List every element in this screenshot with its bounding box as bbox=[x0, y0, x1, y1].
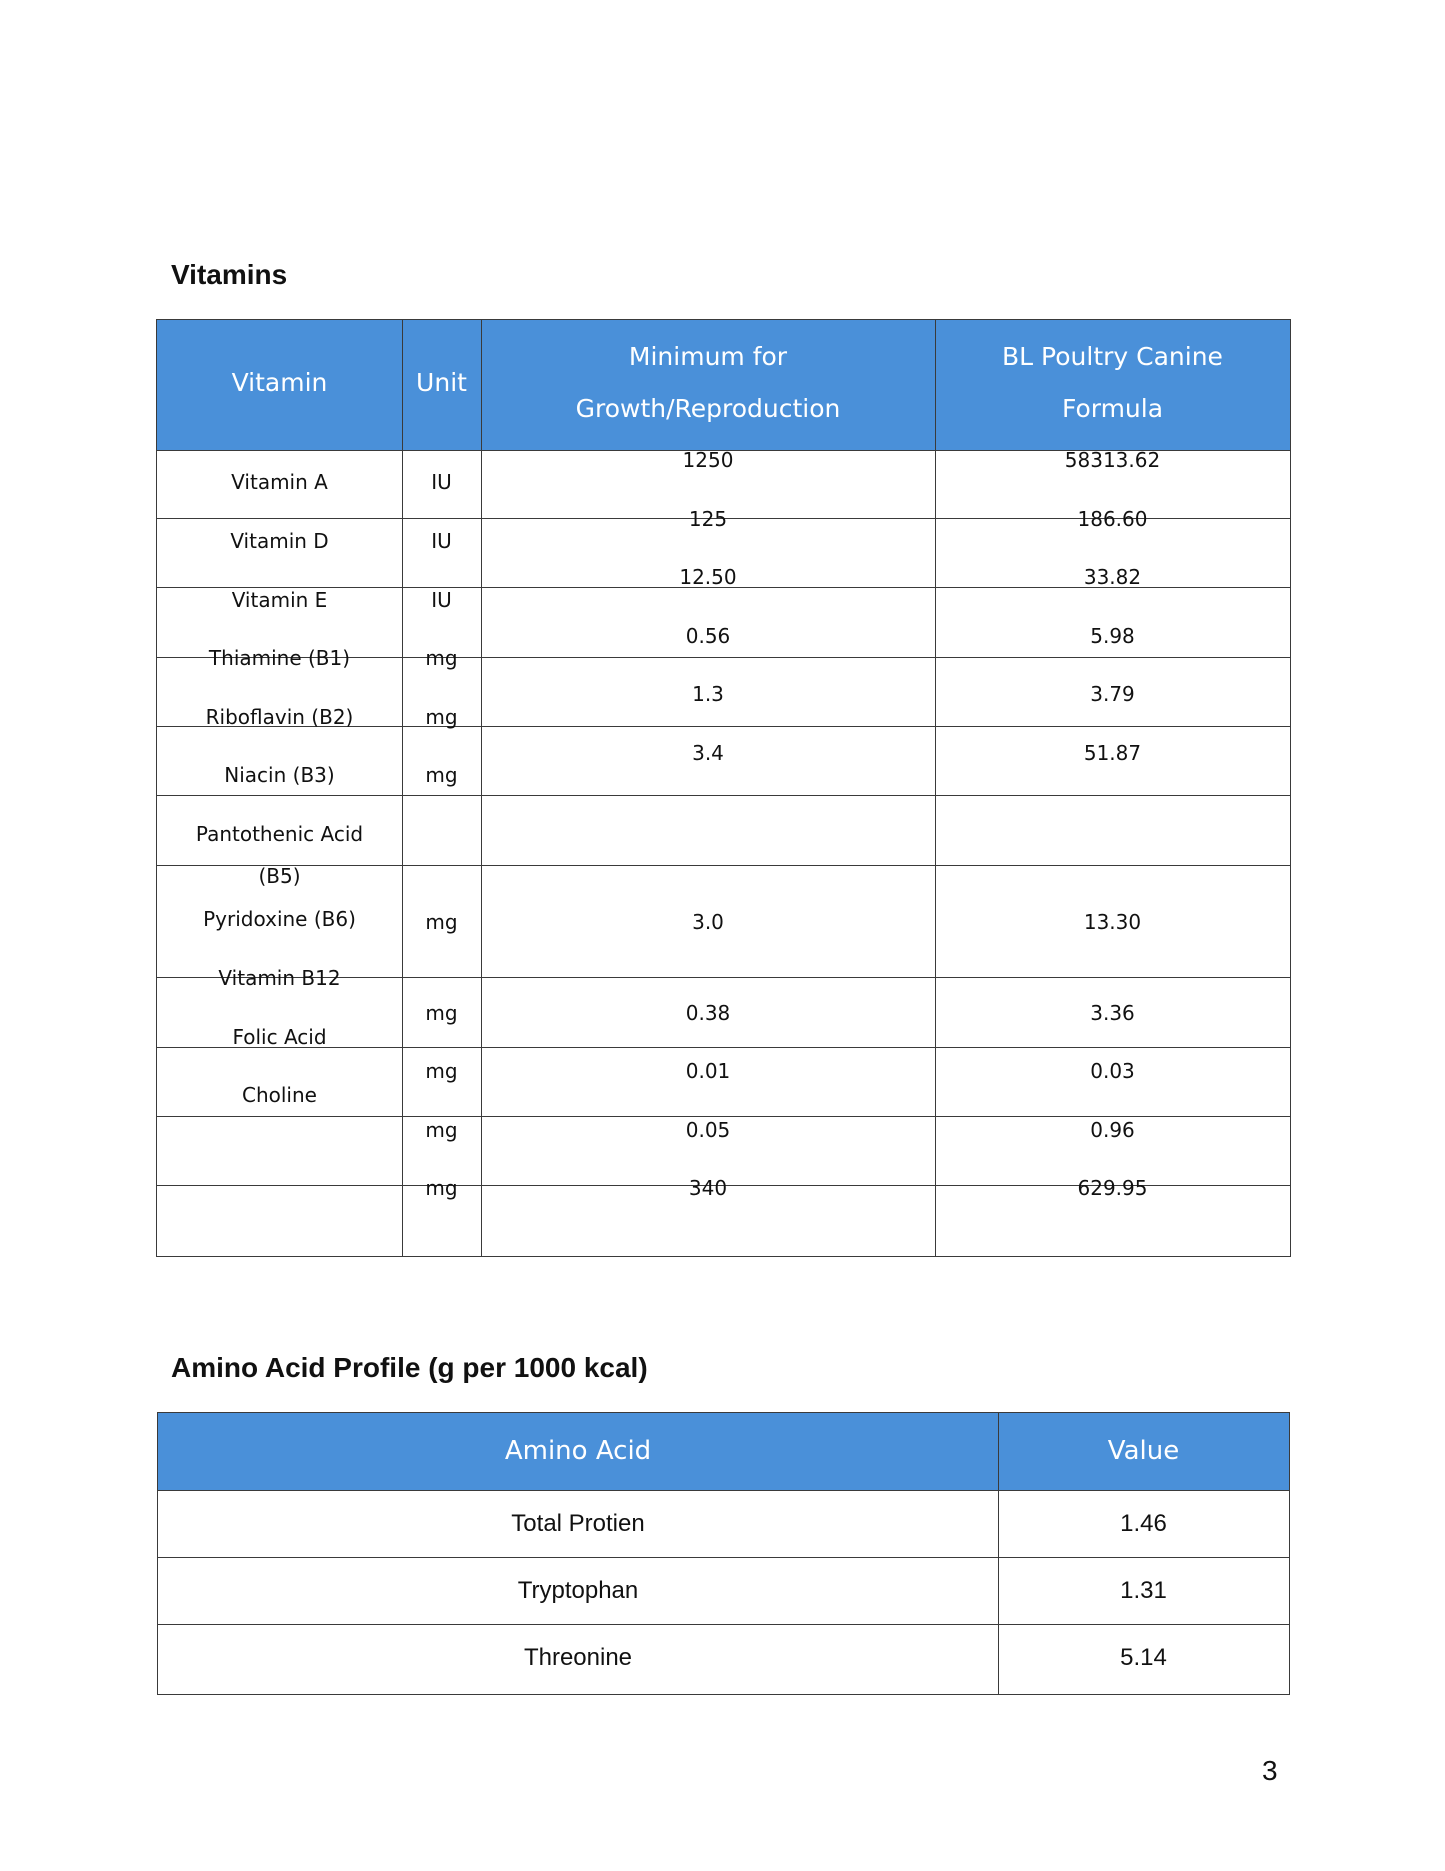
table-row bbox=[158, 1490, 1289, 1557]
minimum-value: 1250 bbox=[682, 448, 734, 472]
minimum-value: 3.0 bbox=[692, 910, 724, 934]
header-vitamin: Vitamin bbox=[231, 368, 328, 397]
header-formula-line2: Formula bbox=[1061, 394, 1164, 423]
vitamins-title: Vitamins bbox=[171, 259, 288, 290]
vitamin-name: Riboflavin (B2) bbox=[205, 705, 354, 729]
amino-acid-value: 1.46 bbox=[1120, 1510, 1167, 1537]
header-value: Value bbox=[1107, 1436, 1180, 1466]
vitamins-table bbox=[156, 319, 1291, 1257]
vitamin-name: Vitamin D bbox=[230, 529, 329, 553]
formula-value: 0.96 bbox=[1090, 1118, 1135, 1142]
formula-value: 3.79 bbox=[1090, 682, 1135, 706]
vitamin-unit: mg bbox=[425, 763, 458, 787]
page-number: 3 bbox=[1262, 1755, 1278, 1786]
table-row bbox=[158, 1624, 1289, 1691]
formula-value: 51.87 bbox=[1083, 741, 1142, 765]
vitamin-name: Choline bbox=[242, 1083, 317, 1107]
vitamin-name: Pantothenic Acid bbox=[195, 822, 364, 846]
formula-value: 13.30 bbox=[1083, 910, 1142, 934]
vitamin-name: Vitamin A bbox=[231, 470, 328, 494]
formula-value: 3.36 bbox=[1090, 1001, 1135, 1025]
minimum-value: 1.3 bbox=[692, 682, 724, 706]
header-formula-line1: BL Poultry Canine bbox=[1002, 342, 1223, 371]
amino-acid-table bbox=[157, 1412, 1290, 1695]
amino-acid-value: 1.31 bbox=[1120, 1577, 1167, 1604]
vitamin-unit: mg bbox=[425, 1059, 458, 1083]
header-amino-acid: Amino Acid bbox=[504, 1436, 652, 1466]
header-minimum-line1: Minimum for bbox=[628, 342, 788, 371]
vitamin-name: Thiamine (B1) bbox=[208, 646, 351, 670]
formula-value: 629.95 bbox=[1077, 1176, 1148, 1200]
vitamin-name: (B5) bbox=[258, 864, 301, 888]
minimum-value: 12.50 bbox=[679, 565, 737, 589]
vitamin-name: Pyridoxine (B6) bbox=[203, 907, 356, 931]
vitamin-unit: mg bbox=[425, 1176, 458, 1200]
minimum-value: 0.56 bbox=[685, 624, 731, 648]
minimum-value: 3.4 bbox=[692, 741, 724, 765]
formula-value: 5.98 bbox=[1090, 624, 1135, 648]
vitamin-unit: mg bbox=[425, 646, 458, 670]
vitamin-unit: mg bbox=[425, 1118, 458, 1142]
minimum-value: 0.05 bbox=[685, 1118, 731, 1142]
amino-acid-value: 5.14 bbox=[1120, 1644, 1167, 1671]
amino-acid-name: Tryptophan bbox=[517, 1577, 639, 1604]
vitamin-unit: IU bbox=[431, 588, 452, 612]
vitamin-name: Vitamin B12 bbox=[218, 966, 341, 990]
vitamin-name: Folic Acid bbox=[232, 1025, 327, 1049]
amino-acid-name: Threonine bbox=[523, 1644, 633, 1671]
header-unit: Unit bbox=[416, 368, 467, 397]
header-minimum-line2: Growth/Reproduction bbox=[575, 394, 841, 423]
vitamin-name: Vitamin E bbox=[231, 588, 328, 612]
vitamin-unit: IU bbox=[431, 529, 452, 553]
vitamin-unit: mg bbox=[425, 910, 458, 934]
amino-acid-title: Amino Acid Profile (g per 1000 kcal) bbox=[171, 1352, 648, 1383]
formula-value: 33.82 bbox=[1083, 565, 1142, 589]
minimum-value: 125 bbox=[688, 507, 728, 531]
table-row bbox=[158, 1557, 1289, 1624]
row-divider bbox=[157, 1116, 1290, 1117]
amino-acid-name: Total Protien bbox=[511, 1510, 645, 1537]
minimum-value: 0.38 bbox=[685, 1001, 731, 1025]
minimum-value: 340 bbox=[688, 1176, 728, 1200]
formula-value: 0.03 bbox=[1090, 1059, 1135, 1083]
vitamin-name: Niacin (B3) bbox=[224, 763, 335, 787]
formula-value: 58313.62 bbox=[1064, 448, 1161, 472]
vitamin-unit: IU bbox=[431, 470, 452, 494]
minimum-value: 0.01 bbox=[685, 1059, 731, 1083]
row-divider bbox=[157, 795, 1290, 796]
vitamin-unit: mg bbox=[425, 705, 458, 729]
vitamin-unit: mg bbox=[425, 1001, 458, 1025]
formula-value: 186.60 bbox=[1077, 507, 1148, 531]
